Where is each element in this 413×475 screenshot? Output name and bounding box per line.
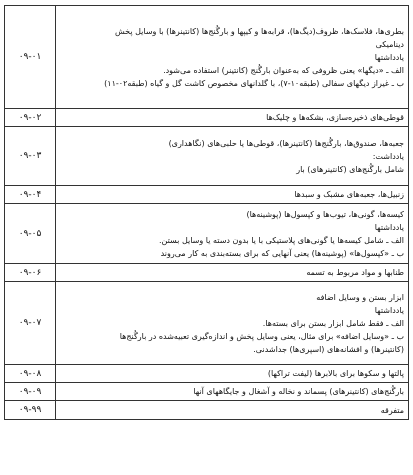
row-code: ۰۹-۰۵ xyxy=(5,204,56,264)
row-code: ۰۹-۰۴ xyxy=(5,186,56,204)
table-row xyxy=(5,6,409,109)
description-line: پالتها و سکوها برای بالابرها (لیفت تراکها) xyxy=(267,369,404,378)
row-code: ۰۹-۰۶ xyxy=(5,264,56,282)
description-line: ب ـ «کپسول‌ها» (پوشینه‌ها) یعنی آنهایی که برای بسته‌بندی به کار می‌روند xyxy=(160,248,404,258)
row-code: ۰۹-۰۹ xyxy=(5,383,56,401)
description-line: کیسه‌ها، گونی‌ها، تیوب‌ها و کپسول‌ها (پوشینه‌ها) xyxy=(246,209,404,219)
table-row xyxy=(5,282,409,365)
table-row xyxy=(5,127,409,186)
description-line: ب ـ غیراز دیگهای سفالی (طبقه۱۰-۷)، با گلدانهای مخصوص کاشت گل و گیاه (طبقه۰۲-۱۱) xyxy=(104,78,404,88)
description-line: یادداشت: xyxy=(372,151,404,161)
row-code: ۰۹-۰۳ xyxy=(5,127,56,186)
row-description xyxy=(56,401,409,420)
row-code: ۰۹-۰۲ xyxy=(5,109,56,127)
table-row xyxy=(5,383,409,401)
row-description xyxy=(56,264,409,282)
classification-table xyxy=(4,5,409,420)
description-line: شامل بارگُنج‌های (کانتینرهای) بار xyxy=(296,164,404,174)
table-row xyxy=(5,264,409,282)
table-row xyxy=(5,186,409,204)
row-description xyxy=(56,365,409,383)
description-line: (کانتینرها) و افشانه‌های (اسپری‌ها) جداشدنی. xyxy=(253,344,404,354)
row-description xyxy=(56,127,409,186)
description-line: زنبیل‌ها، جعبه‌های مشبک و سبدها xyxy=(294,190,404,199)
description-line: قوطی‌های ذخیره‌سازی، بشکه‌ها و چلیک‌ها xyxy=(266,113,404,122)
table-row xyxy=(5,365,409,383)
description-line: یادداشتها xyxy=(374,305,404,315)
row-code: ۰۹-۹۹ xyxy=(5,401,56,420)
row-description xyxy=(56,186,409,204)
row-code: ۰۹-۰۱ xyxy=(5,6,56,109)
row-description xyxy=(56,204,409,264)
description-line: الف ـ فقط شامل ابزار بستن برای بسته‌ها. xyxy=(262,318,404,328)
description-line: دینامیکی xyxy=(375,39,404,49)
row-description xyxy=(56,282,409,365)
description-line: ابزار بستن و وسایل اضافه xyxy=(316,292,404,302)
row-description xyxy=(56,383,409,401)
table-body xyxy=(5,6,409,420)
description-line: طنابها و مواد مربوط به تسمه xyxy=(306,268,404,277)
description-line: یادداشتها xyxy=(374,222,404,232)
row-code: ۰۹-۰۷ xyxy=(5,282,56,365)
description-line: الف ـ شامل کیسه‌ها یا گونی‌های پلاستیکی با یا بدون دسته یا وسایل بستن. xyxy=(159,235,404,245)
row-code: ۰۹-۰۸ xyxy=(5,365,56,383)
description-line: جعبه‌ها، صندوق‌ها، بارگُنج‌ها (کانتینرها)، قوطی‌ها یا حلبی‌های (نگاهداری) xyxy=(168,138,404,148)
table-row xyxy=(5,109,409,127)
description-line: متفرقه xyxy=(380,405,404,415)
row-description xyxy=(56,109,409,127)
description-line: الف ـ «دیگها» یعنی ظروفی که به‌عنوان بارگُنج (کانتینر) استفاده می‌شود. xyxy=(163,65,404,75)
row-description xyxy=(56,6,409,109)
table-row xyxy=(5,401,409,420)
description-line: ب ـ «وسایل اضافه» برای مثال، یعنی وسایل پخش و اندازه‌گیری تعبیه‌شده در بارگُنج‌ها xyxy=(119,331,404,341)
description-line: بطری‌ها، فلاسک‌ها، ظروف(دیگ‌ها)، قرابه‌ها و کیپها و بارگُنج‌ها (کانتینرها) با وسایل پخش xyxy=(114,26,404,36)
description-line: یادداشتها xyxy=(374,52,404,62)
description-line: بارگُنج‌های (کانتینرهای) پسماند و نخاله و آشغال و جایگاههای آنها xyxy=(193,387,404,396)
table-row xyxy=(5,204,409,264)
